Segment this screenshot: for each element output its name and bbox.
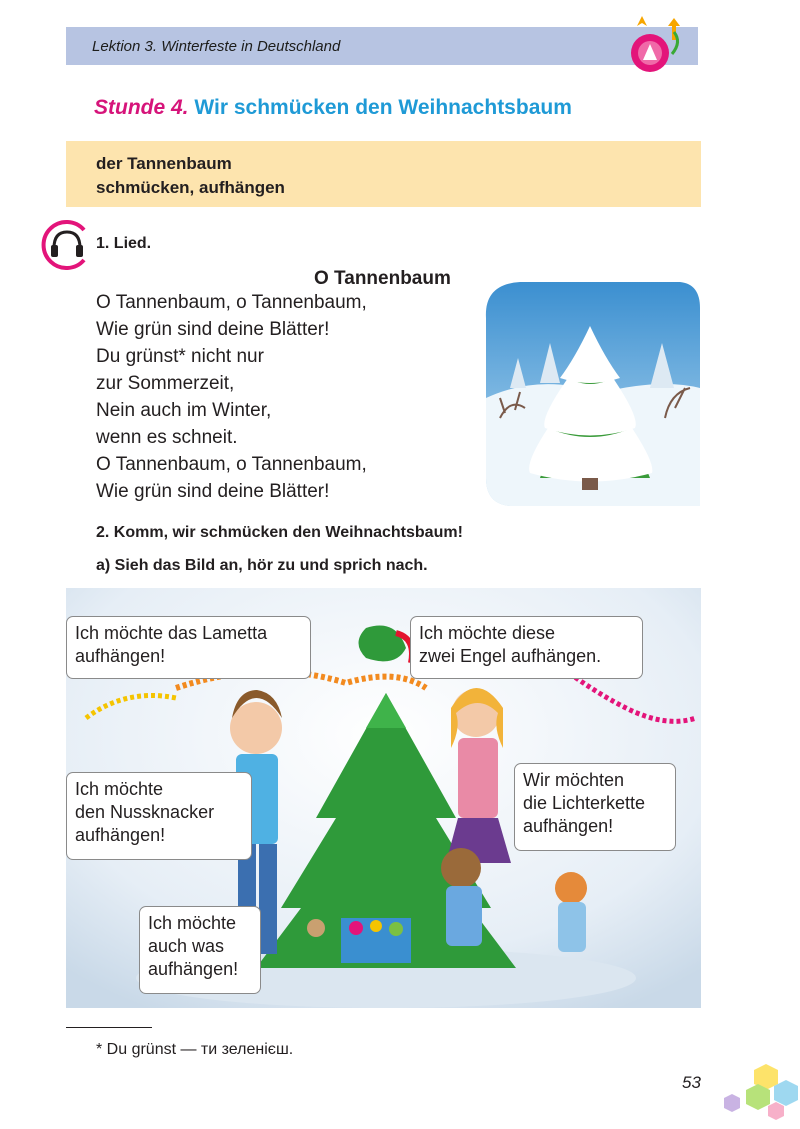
song-line: Wie grün sind deine Blätter!	[96, 319, 330, 340]
footnote-rule	[66, 1027, 152, 1028]
song-line: zur Sommerzeit,	[96, 373, 235, 394]
bubble-line: Ich möchte das Lametta	[75, 623, 268, 643]
song-line: wenn es schneit.	[96, 427, 238, 448]
bubble-line: zwei Engel aufhängen.	[419, 646, 602, 666]
song-line: Du grünst* nicht nur	[96, 346, 264, 367]
bubble-line: die Lichterkette	[523, 793, 646, 813]
bubble-line: Ich möchte	[148, 913, 237, 933]
song-line: O Tannenbaum, o Tannenbaum,	[96, 292, 367, 313]
page-number: 53	[682, 1073, 701, 1092]
speech-bubble-auch	[139, 906, 261, 994]
task-1-label: 1. Lied.	[96, 235, 152, 252]
song-line: Wie grün sind deine Blätter!	[96, 481, 330, 502]
lesson-name: Wir schmücken den Weihnachtsbaum	[194, 96, 572, 119]
lesson-header: Lektion 3. Winterfeste in Deutschland	[92, 38, 341, 55]
vocab-word: schmücken, aufhängen	[96, 178, 285, 197]
hexagon-decoration	[716, 1062, 800, 1120]
bubble-line: Wir möchten	[523, 770, 625, 790]
headphones-icon[interactable]	[40, 218, 90, 270]
bubble-line: aufhängen!	[523, 816, 614, 836]
bubble-line: Ich möchte	[75, 779, 164, 799]
ornament-icon	[612, 10, 694, 74]
bubble-line: den Nussknacker	[75, 802, 215, 822]
bubble-line: Ich möchte diese	[419, 623, 556, 643]
bubble-line: auch was	[148, 936, 225, 956]
bubble-line: aufhängen!	[75, 646, 166, 666]
task-2-label: 2. Komm, wir schmücken den Weihnachtsbaum!	[96, 524, 463, 541]
song-line: O Tannenbaum, o Tannenbaum,	[96, 454, 367, 475]
speech-bubble-lichterkette	[514, 763, 676, 851]
bubble-line: aufhängen!	[75, 825, 166, 845]
task-2a-label: a) Sieh das Bild an, hör zu und sprich nach.	[96, 557, 428, 574]
vocab-word: der Tannenbaum	[96, 154, 232, 173]
speech-bubble-engel	[410, 616, 643, 679]
speech-bubble-nussknacker	[66, 772, 252, 860]
song-line: Nein auch im Winter,	[96, 400, 272, 421]
lesson-number: Stunde 4.	[94, 96, 189, 119]
snowy-fir-illustration	[480, 278, 702, 508]
song-title: O Tannenbaum	[314, 268, 451, 289]
lesson-title	[94, 96, 572, 120]
bubble-line: aufhängen!	[148, 959, 239, 979]
speech-bubble-lametta	[66, 616, 311, 679]
footnote: * Du grünst — ти зеленієш.	[96, 1041, 294, 1058]
